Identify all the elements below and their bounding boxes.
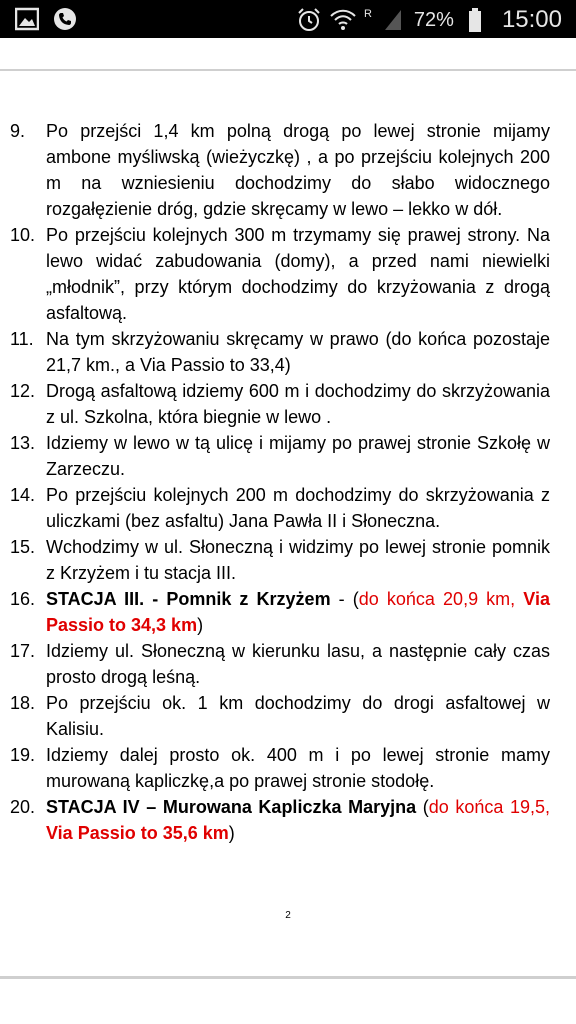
list-item: [0, 586, 576, 638]
text-segment: Idziemy dalej prosto ok. 400 m i po lewej stronie mamy murowaną kapliczkę,a po prawej stronie stodołę.: [46, 745, 550, 791]
list-item: [0, 638, 576, 690]
text-segment: Po przejściu ok. 1 km dochodzimy do drogi asfaltowej w Kalisiu.: [46, 693, 550, 739]
text-segment: Idziemy w lewo w tą ulicę i mijamy po prawej stronie Szkołę w Zarzeczu.: [46, 433, 550, 479]
list-item-number: 13.: [10, 433, 36, 453]
list-item-text: [46, 638, 550, 690]
list-item-text: [46, 378, 550, 430]
text-segment: Po przejściu kolejnych 300 m trzymamy się prawej strony. Na lewo widać zabudowania (domy), a przed nami niewielki „młodnik”, przy którym dochodzimy do krzyżowania z drogą asfaltową.: [46, 225, 550, 323]
text-segment: STACJA IV – Murowana Kapliczka Maryjna: [46, 797, 417, 817]
text-segment: (: [416, 797, 429, 817]
list-item: [0, 794, 576, 846]
text-segment: ): [228, 823, 235, 843]
list-item-text: [46, 534, 550, 586]
list-item-text: [46, 118, 550, 222]
text-segment: do końca 19,5,: [428, 797, 551, 817]
list-item: [0, 430, 576, 482]
text-segment: Na tym skrzyżowaniu skręcamy w prawo (do końca pozostaje 21,7 km., a Via Passio to 33,4): [46, 329, 550, 375]
list-item-number: 14.: [10, 485, 36, 505]
text-segment: ): [197, 615, 204, 635]
roaming-indicator: R: [363, 8, 372, 20]
list-item-text: [46, 430, 550, 482]
text-segment: do końca 20,9 km,: [358, 589, 524, 609]
list-item-number: 12.: [10, 381, 36, 401]
alarm-icon: [296, 7, 322, 33]
document-content: [0, 118, 576, 846]
battery-icon: [462, 7, 488, 33]
list-item-number: 16.: [10, 589, 36, 609]
page-number: 2: [285, 910, 291, 921]
list-item-number: 11.: [10, 329, 34, 349]
text-segment: Via Passio to 35,6 km: [46, 823, 229, 843]
text-segment: STACJA III. - Pomnik z Krzyżem: [46, 589, 331, 609]
signal-icon: [380, 7, 406, 33]
text-segment: Idziemy ul. Słoneczną w kierunku lasu, a następnie cały czas prosto drogą leśną.: [46, 641, 550, 687]
list-item-text: [46, 742, 550, 794]
list-item: [0, 378, 576, 430]
list-item-text: [46, 222, 550, 326]
list-item: [0, 118, 576, 222]
wifi-icon: [330, 7, 356, 33]
list-item-number: 20.: [10, 797, 36, 817]
list-item: [0, 222, 576, 326]
battery-percent: 72%: [413, 8, 454, 31]
list-item-number: 19.: [10, 745, 36, 765]
text-segment: Wchodzimy w ul. Słoneczną i widzimy po lewej stronie pomnik z Krzyżem i tu stacja III.: [46, 537, 550, 583]
list-item-text: [46, 794, 550, 846]
list-item-text: [46, 586, 550, 638]
list-item-text: [46, 482, 550, 534]
text-segment: - (: [330, 589, 359, 609]
text-segment: Po przejści 1,4 km polną drogą po lewej stronie mijamy ambone myśliwską (wieżyczkę) , a po przejściu kolejnych 200 m na wzniesieniu dochodzimy do słabo widocznego rozgałęzienie dróg, gdzie skręcamy w lewo – lekko w dół.: [46, 121, 550, 219]
list-item-number: 9.: [10, 121, 26, 141]
clock: 15:00: [501, 6, 562, 33]
list-item-number: 15.: [10, 537, 36, 557]
list-item: [0, 690, 576, 742]
list-item: [0, 326, 576, 378]
list-item: [0, 742, 576, 794]
list-item-text: [46, 326, 550, 378]
text-segment: Po przejściu kolejnych 200 m dochodzimy do skrzyżowania z uliczkami (bez asfaltu) Jana Pawła II i Słoneczna.: [46, 485, 550, 531]
text-segment: Drogą asfaltową idziemy 600 m i dochodzimy do skrzyżowania z ul. Szkolna, która biegnie w lewo .: [46, 381, 550, 427]
phone-icon: [52, 6, 78, 32]
status-bar: [0, 0, 576, 38]
text-segment: Via Passio to 34,3 km: [46, 589, 550, 635]
list-item-number: 17.: [10, 641, 36, 661]
list-item-number: 10.: [10, 225, 36, 245]
list-item: [0, 534, 576, 586]
list-item: [0, 482, 576, 534]
list-item-number: 18.: [10, 693, 36, 713]
bottom-divider: [0, 976, 576, 979]
list-item-text: [46, 690, 550, 742]
gallery-icon: [14, 6, 40, 32]
top-divider: [0, 69, 576, 71]
